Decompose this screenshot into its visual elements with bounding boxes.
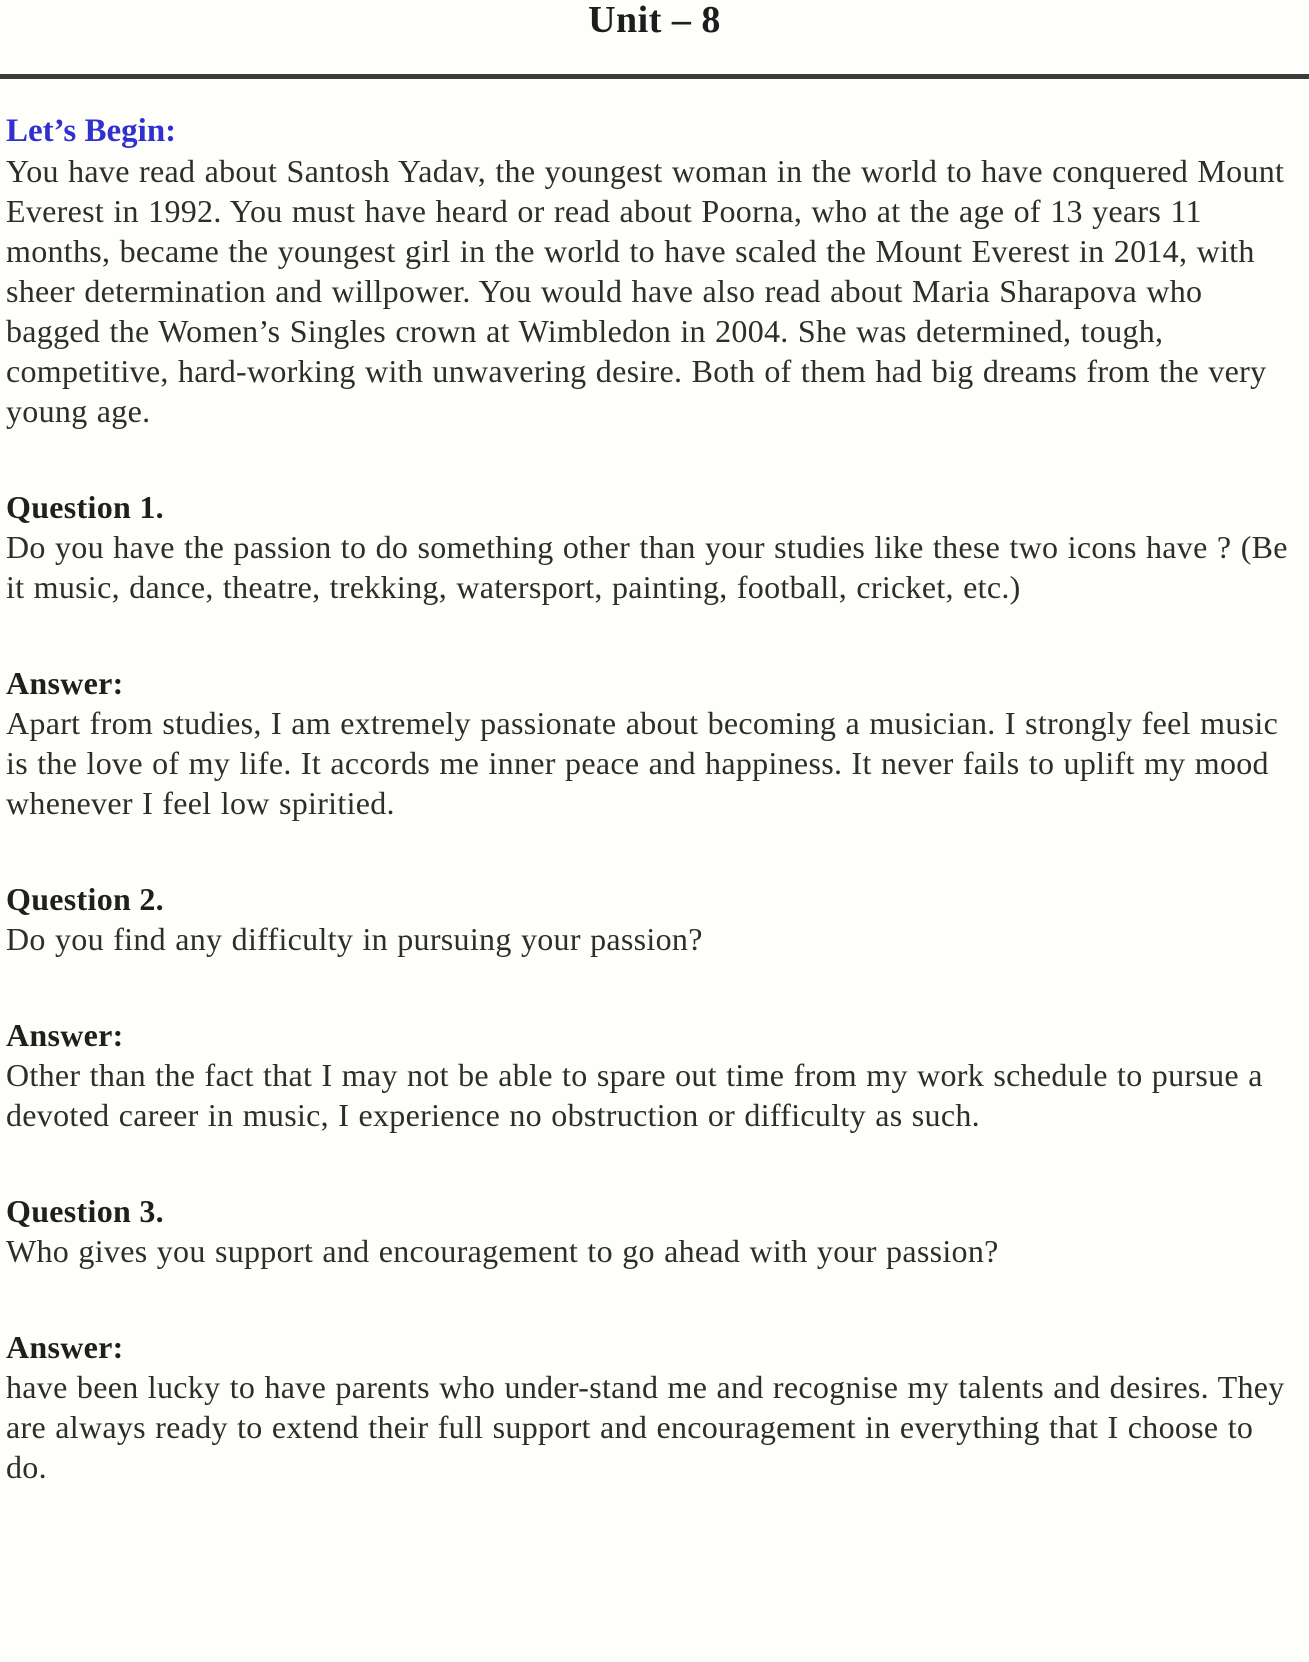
answer-1-label: Answer: xyxy=(6,665,124,701)
question-1-block xyxy=(6,487,1295,607)
question-3-text: Who gives you support and encouragement to go ahead with your passion? xyxy=(6,1233,999,1269)
page-title: Unit – 8 xyxy=(588,0,721,41)
horizontal-rule xyxy=(0,74,1309,79)
answer-3-text: have been lucky to have parents who under-stand me and recognise my talents and desires. They are always ready to extend their full support and encouragement in everything that I choose to do. xyxy=(6,1369,1285,1485)
question-2-block xyxy=(6,879,1295,959)
question-3-label: Question 3. xyxy=(6,1193,164,1229)
question-3-block xyxy=(6,1191,1295,1271)
document-content xyxy=(0,111,1309,1487)
question-2-label: Question 2. xyxy=(6,881,164,917)
question-1-label: Question 1. xyxy=(6,489,164,525)
answer-2-block xyxy=(6,1015,1295,1135)
answer-2-text: Other than the fact that I may not be able to spare out time from my work schedule to pursue a devoted career in music, I experience no obstruction or difficulty as such. xyxy=(6,1057,1263,1133)
intro-paragraph: You have read about Santosh Yadav, the youngest woman in the world to have conquered Mount Everest in 1992. You must have heard or read about Poorna, who at the age of 13 years 11 months, became the youngest girl in the world to have scaled the Mount Everest in 2014, with sheer determination and willpower. You would have also read about Maria Sharapova who bagged the Women’s Singles crown at Wimbledon in 2004. She was determined, tough, competitive, hard-working with unwavering desire. Both of them had big dreams from the very young age. xyxy=(6,153,1285,429)
section-heading-lets-begin: Let’s Begin: xyxy=(6,113,177,149)
answer-3-label: Answer: xyxy=(6,1329,124,1365)
answer-2-label: Answer: xyxy=(6,1017,124,1053)
answer-1-block xyxy=(6,663,1295,823)
question-2-text: Do you find any difficulty in pursuing your passion? xyxy=(6,921,703,957)
question-1-text: Do you have the passion to do something other than your studies like these two icons have ? (Be it music, dance, theatre, trekking, watersport, painting, football, cricket, etc.) xyxy=(6,529,1288,605)
answer-3-block xyxy=(6,1327,1295,1487)
answer-1-text: Apart from studies, I am extremely passionate about becoming a musician. I strongly feel music is the love of my life. It accords me inner peace and happiness. It never fails to uplift my mood whenever I feel low spiritied. xyxy=(6,705,1279,821)
